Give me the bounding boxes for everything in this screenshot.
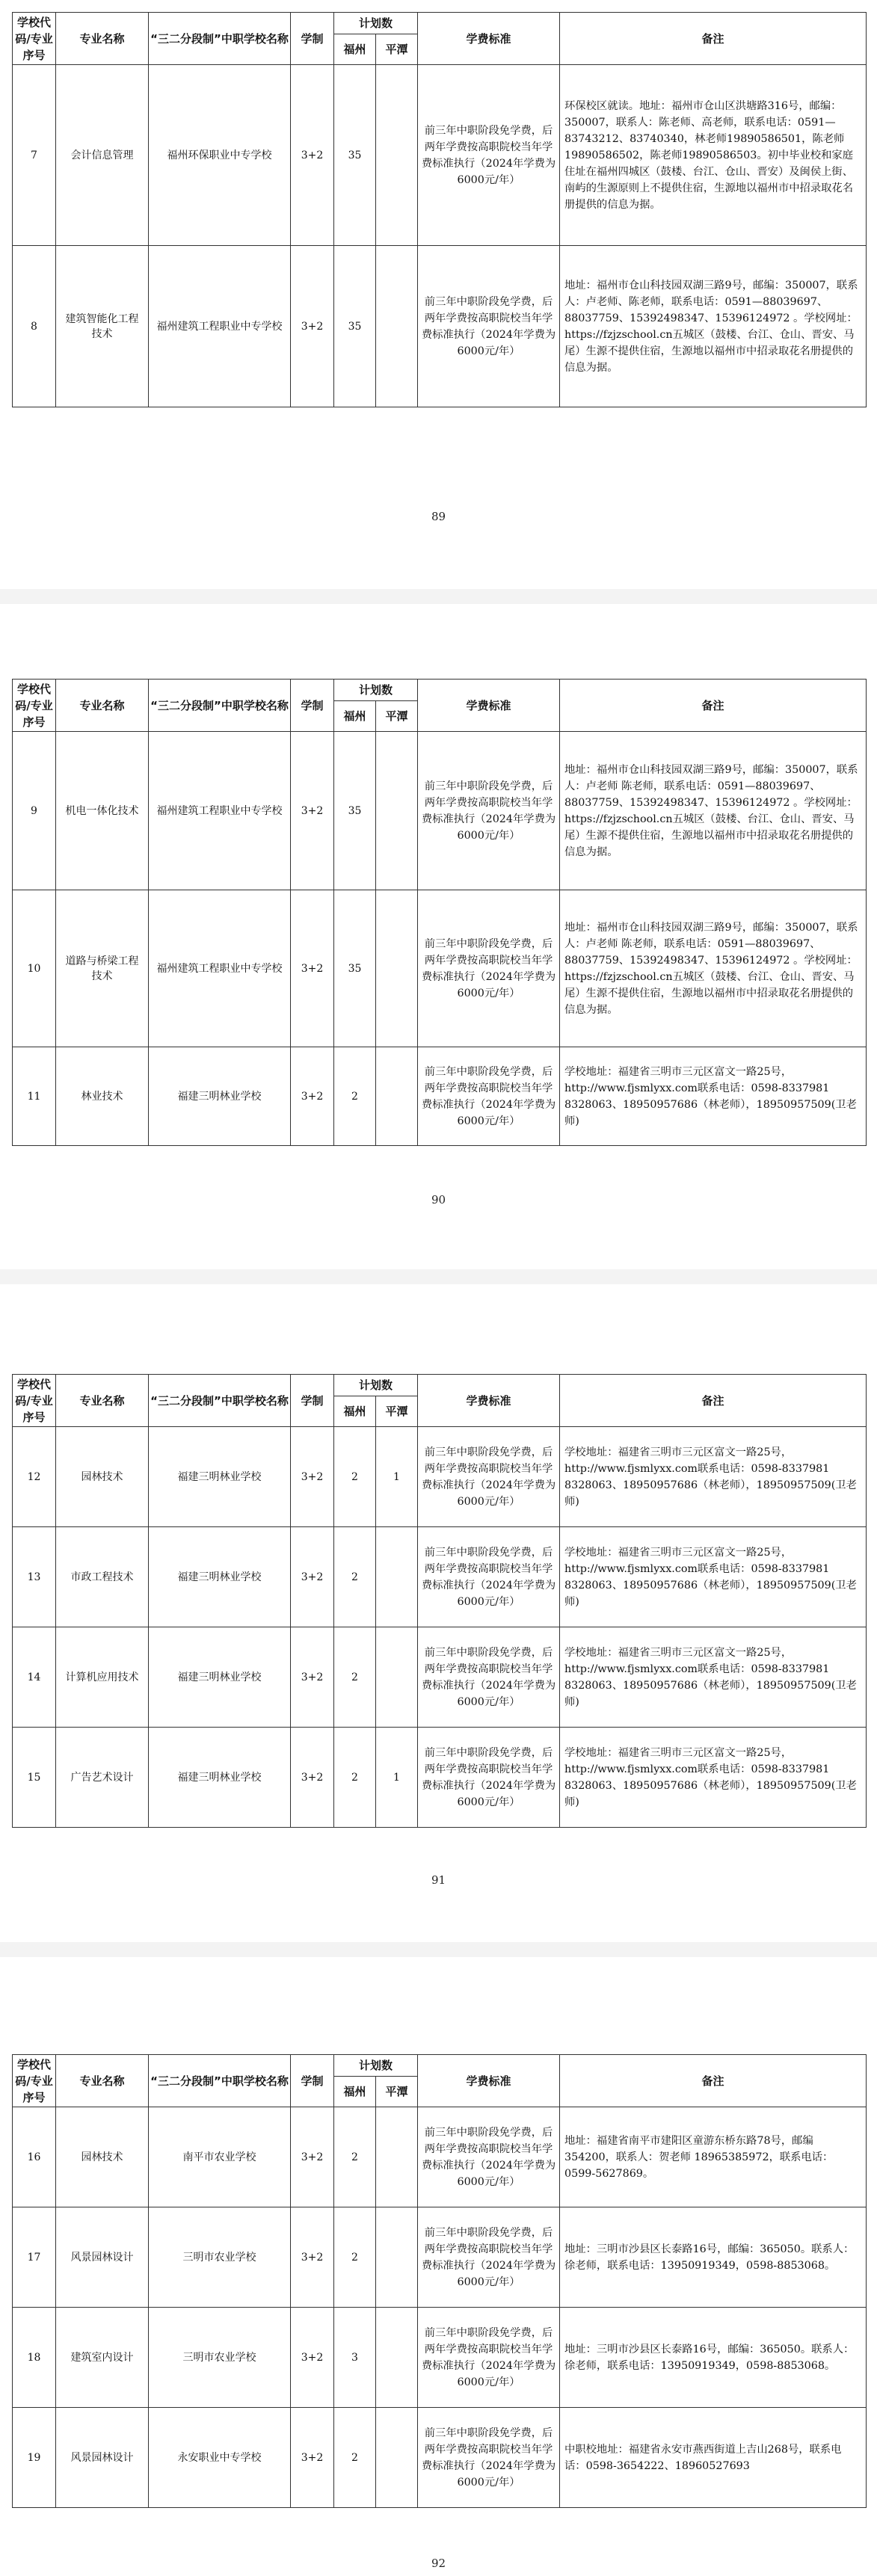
cell-major: 风景园林设计 [56,2408,149,2508]
cell-school: 福建三明林业学校 [149,1728,291,1828]
page-number: 92 [431,2557,446,2570]
cell-code: 15 [13,1728,56,1828]
cell-fee: 前三年中职阶段免学费，后两年学费按高职院校当年学费标准执行（2024年学费为6000元/年） [418,1527,560,1627]
cell-code: 14 [13,1627,56,1728]
cell-pingtan [376,2207,418,2308]
header-plan: 计划数 [334,2055,418,2077]
cell-major: 计算机应用技术 [56,1627,149,1728]
header-duration: 学制 [291,2055,334,2107]
cell-code: 16 [13,2107,56,2207]
header-pingtan: 平潭 [376,1396,418,1427]
table-row [13,1047,867,1146]
cell-code: 17 [13,2207,56,2308]
header-major: 专业名称 [56,13,149,65]
cell-school: 南平市农业学校 [149,2107,291,2207]
cell-school: 福州建筑工程职业中专学校 [149,732,291,890]
page-number: 89 [431,510,446,523]
header-fuzhou: 福州 [334,34,376,65]
cell-note: 中职校地址：福建省永安市燕西街道上吉山268号，联系电话：0598-3654222、18960527693 [560,2408,867,2508]
cell-note: 学校地址：福建省三明市三元区富文一路25号，http://www.fjsmlyxx.com联系电话：0598-8337981 8328063、18950957686（林老师），18950957509(卫老师) [560,1627,867,1728]
table-row [13,2107,867,2207]
cell-note: 环保校区就读。地址：福州市仓山区洪塘路316号，邮编：350007，联系人：陈老师、高老师，联系电话：0591—83743212、83740340，林老师19890586501，陈老师19890586502，陈老师19890586503。初中毕业校和家庭住址在福州四城区（鼓楼、台江、仓山、晋安）及闽侯上街、南屿的生源原则上不提供住宿，生源地以福州市中招录取花名册提供的信息为据。 [560,65,867,246]
cell-fuzhou: 2 [334,2107,376,2207]
cell-fuzhou: 2 [334,1427,376,1527]
document-page-2 [0,604,877,1269]
cell-school: 永安职业中专学校 [149,2408,291,2508]
cell-duration: 3+2 [291,2207,334,2308]
cell-pingtan [376,2107,418,2207]
table-row [13,2408,867,2508]
cell-duration: 3+2 [291,1728,334,1828]
header-duration: 学制 [291,13,334,65]
cell-pingtan [376,1047,418,1146]
header-school: “三二分段制”中职学校名称 [149,680,291,732]
header-duration: 学制 [291,1375,334,1427]
header-plan: 计划数 [334,13,418,34]
admissions-table-page-4 [12,2054,867,2508]
admissions-table-page-3 [12,1374,867,1828]
cell-duration: 3+2 [291,246,334,407]
header-fuzhou: 福州 [334,1396,376,1427]
table-row [13,1627,867,1728]
cell-pingtan [376,1527,418,1627]
cell-pingtan [376,1627,418,1728]
cell-fuzhou: 2 [334,1627,376,1728]
cell-major: 园林技术 [56,2107,149,2207]
header-fee: 学费标准 [418,2055,560,2107]
cell-major: 建筑室内设计 [56,2308,149,2408]
cell-fuzhou: 2 [334,1527,376,1627]
cell-fuzhou: 2 [334,1047,376,1146]
cell-code: 12 [13,1427,56,1527]
header-note: 备注 [560,13,867,65]
table-row [13,890,867,1047]
cell-fee: 前三年中职阶段免学费，后两年学费按高职院校当年学费标准执行（2024年学费为6000元/年） [418,2207,560,2308]
header-major: 专业名称 [56,1375,149,1427]
header-major: 专业名称 [56,2055,149,2107]
cell-code: 18 [13,2308,56,2408]
cell-note: 地址：福州市仓山科技园双湖三路9号，邮编：350007，联系人：卢老师、陈老师，联系电话：0591—88039697、88037759、15392498347、15396124972 。学校网址：https://fzjzschool.cn五城区（鼓楼、台江、仓山、晋安、马尾）生源不提供住宿，生源地以福州市中招录取花名册提供的信息为据。 [560,246,867,407]
header-code: 学校代码/专业序号 [13,2055,56,2107]
cell-pingtan [376,2408,418,2508]
cell-major: 市政工程技术 [56,1527,149,1627]
table-row [13,1527,867,1627]
cell-code: 13 [13,1527,56,1627]
cell-school: 福建三明林业学校 [149,1627,291,1728]
cell-fuzhou: 35 [334,65,376,246]
cell-code: 7 [13,65,56,246]
cell-code: 8 [13,246,56,407]
cell-major: 林业技术 [56,1047,149,1146]
cell-duration: 3+2 [291,1047,334,1146]
cell-note: 学校地址：福建省三明市三元区富文一路25号，http://www.fjsmlyxx.com联系电话：0598-8337981 8328063、18950957686（林老师），18950957509(卫老师) [560,1427,867,1527]
document-page-4 [0,1957,877,2576]
cell-school: 三明市农业学校 [149,2207,291,2308]
admissions-table-page-1 [12,12,867,407]
cell-duration: 3+2 [291,2408,334,2508]
header-code: 学校代码/专业序号 [13,680,56,732]
cell-pingtan [376,65,418,246]
table-row [13,65,867,246]
header-school: “三二分段制”中职学校名称 [149,13,291,65]
cell-fuzhou: 2 [334,2408,376,2508]
cell-pingtan [376,2308,418,2408]
cell-fuzhou: 35 [334,246,376,407]
cell-fuzhou: 3 [334,2308,376,2408]
header-fee: 学费标准 [418,13,560,65]
header-note: 备注 [560,680,867,732]
header-note: 备注 [560,2055,867,2107]
header-major: 专业名称 [56,680,149,732]
cell-duration: 3+2 [291,2107,334,2207]
cell-school: 福州建筑工程职业中专学校 [149,890,291,1047]
cell-fee: 前三年中职阶段免学费，后两年学费按高职院校当年学费标准执行（2024年学费为6000元/年） [418,246,560,407]
table-row [13,1427,867,1527]
cell-fee: 前三年中职阶段免学费，后两年学费按高职院校当年学费标准执行（2024年学费为6000元/年） [418,2107,560,2207]
cell-fee: 前三年中职阶段免学费，后两年学费按高职院校当年学费标准执行（2024年学费为6000元/年） [418,1047,560,1146]
cell-fee: 前三年中职阶段免学费，后两年学费按高职院校当年学费标准执行（2024年学费为6000元/年） [418,2308,560,2408]
cell-fee: 前三年中职阶段免学费，后两年学费按高职院校当年学费标准执行（2024年学费为6000元/年） [418,1728,560,1828]
cell-note: 地址：三明市沙县区长泰路16号，邮编：365050。联系人：徐老师，联系电话：13950919349，0598-8853068。 [560,2308,867,2408]
header-school: “三二分段制”中职学校名称 [149,2055,291,2107]
cell-duration: 3+2 [291,65,334,246]
cell-code: 19 [13,2408,56,2508]
header-pingtan: 平潭 [376,34,418,65]
cell-pingtan [376,732,418,890]
cell-school: 福州建筑工程职业中专学校 [149,246,291,407]
cell-fee: 前三年中职阶段免学费，后两年学费按高职院校当年学费标准执行（2024年学费为6000元/年） [418,1627,560,1728]
cell-school: 福州环保职业中专学校 [149,65,291,246]
header-plan: 计划数 [334,680,418,701]
cell-major: 广告艺术设计 [56,1728,149,1828]
cell-fee: 前三年中职阶段免学费，后两年学费按高职院校当年学费标准执行（2024年学费为6000元/年） [418,65,560,246]
cell-note: 地址：福州市仓山科技园双湖三路9号，邮编：350007，联系人：卢老师 陈老师，联系电话：0591—88039697、88037759、15392498347、15396124972 。学校网址：https://fzjzschool.cn五城区（鼓楼、台江、仓山、晋安、马尾）生源不提供住宿，生源地以福州市中招录取花名册提供的信息为据。 [560,890,867,1047]
header-note: 备注 [560,1375,867,1427]
cell-fuzhou: 2 [334,2207,376,2308]
header-duration: 学制 [291,680,334,732]
header-pingtan: 平潭 [376,2077,418,2107]
table-row [13,246,867,407]
cell-pingtan: 1 [376,1728,418,1828]
cell-major: 会计信息管理 [56,65,149,246]
cell-note: 学校地址：福建省三明市三元区富文一路25号，http://www.fjsmlyxx.com联系电话：0598-8337981 8328063、18950957686（林老师），18950957509(卫老师) [560,1728,867,1828]
cell-major: 建筑智能化工程技术 [56,246,149,407]
cell-fuzhou: 2 [334,1728,376,1828]
table-row [13,2308,867,2408]
cell-duration: 3+2 [291,1427,334,1527]
cell-school: 福建三明林业学校 [149,1427,291,1527]
header-fuzhou: 福州 [334,701,376,732]
cell-pingtan [376,246,418,407]
cell-major: 道路与桥梁工程技术 [56,890,149,1047]
cell-code: 10 [13,890,56,1047]
page-number: 91 [431,1873,446,1887]
cell-fee: 前三年中职阶段免学费，后两年学费按高职院校当年学费标准执行（2024年学费为6000元/年） [418,1427,560,1527]
header-code: 学校代码/专业序号 [13,13,56,65]
table-row [13,732,867,890]
cell-duration: 3+2 [291,2308,334,2408]
cell-code: 9 [13,732,56,890]
cell-duration: 3+2 [291,732,334,890]
cell-duration: 3+2 [291,1527,334,1627]
admissions-table-page-2 [12,679,867,1146]
cell-major: 机电一体化技术 [56,732,149,890]
cell-fuzhou: 35 [334,890,376,1047]
cell-duration: 3+2 [291,1627,334,1728]
cell-pingtan [376,890,418,1047]
header-code: 学校代码/专业序号 [13,1375,56,1427]
cell-major: 园林技术 [56,1427,149,1527]
cell-note: 地址：福州市仓山科技园双湖三路9号，邮编：350007，联系人：卢老师 陈老师，联系电话：0591—88039697、88037759、15392498347、15396124972 。学校网址：https://fzjzschool.cn五城区（鼓楼、台江、仓山、晋安、马尾）生源不提供住宿，生源地以福州市中招录取花名册提供的信息为据。 [560,732,867,890]
document-page-3 [0,1284,877,1942]
cell-pingtan: 1 [376,1427,418,1527]
cell-fee: 前三年中职阶段免学费，后两年学费按高职院校当年学费标准执行（2024年学费为6000元/年） [418,732,560,890]
header-school: “三二分段制”中职学校名称 [149,1375,291,1427]
cell-note: 地址：福建省南平市建阳区童游东桥东路78号，邮编354200，联系人：贺老师 18965385972，联系电话：0599-5627869。 [560,2107,867,2207]
cell-note: 学校地址：福建省三明市三元区富文一路25号，http://www.fjsmlyxx.com联系电话：0598-8337981 8328063、18950957686（林老师），18950957509(卫老师) [560,1527,867,1627]
cell-fuzhou: 35 [334,732,376,890]
cell-note: 地址：三明市沙县区长泰路16号，邮编：365050。联系人：徐老师，联系电话：13950919349，0598-8853068。 [560,2207,867,2308]
page-number: 90 [431,1193,446,1207]
header-fee: 学费标准 [418,1375,560,1427]
header-pingtan: 平潭 [376,701,418,732]
table-row [13,1728,867,1828]
cell-fee: 前三年中职阶段免学费，后两年学费按高职院校当年学费标准执行（2024年学费为6000元/年） [418,2408,560,2508]
cell-school: 福建三明林业学校 [149,1047,291,1146]
table-row [13,2207,867,2308]
cell-duration: 3+2 [291,890,334,1047]
cell-school: 三明市农业学校 [149,2308,291,2408]
header-fuzhou: 福州 [334,2077,376,2107]
cell-note: 学校地址：福建省三明市三元区富文一路25号，http://www.fjsmlyxx.com联系电话：0598-8337981 8328063、18950957686（林老师），18950957509(卫老师) [560,1047,867,1146]
document-page-1 [0,0,877,589]
cell-code: 11 [13,1047,56,1146]
header-plan: 计划数 [334,1375,418,1396]
cell-major: 风景园林设计 [56,2207,149,2308]
header-fee: 学费标准 [418,680,560,732]
cell-fee: 前三年中职阶段免学费，后两年学费按高职院校当年学费标准执行（2024年学费为6000元/年） [418,890,560,1047]
cell-school: 福建三明林业学校 [149,1527,291,1627]
